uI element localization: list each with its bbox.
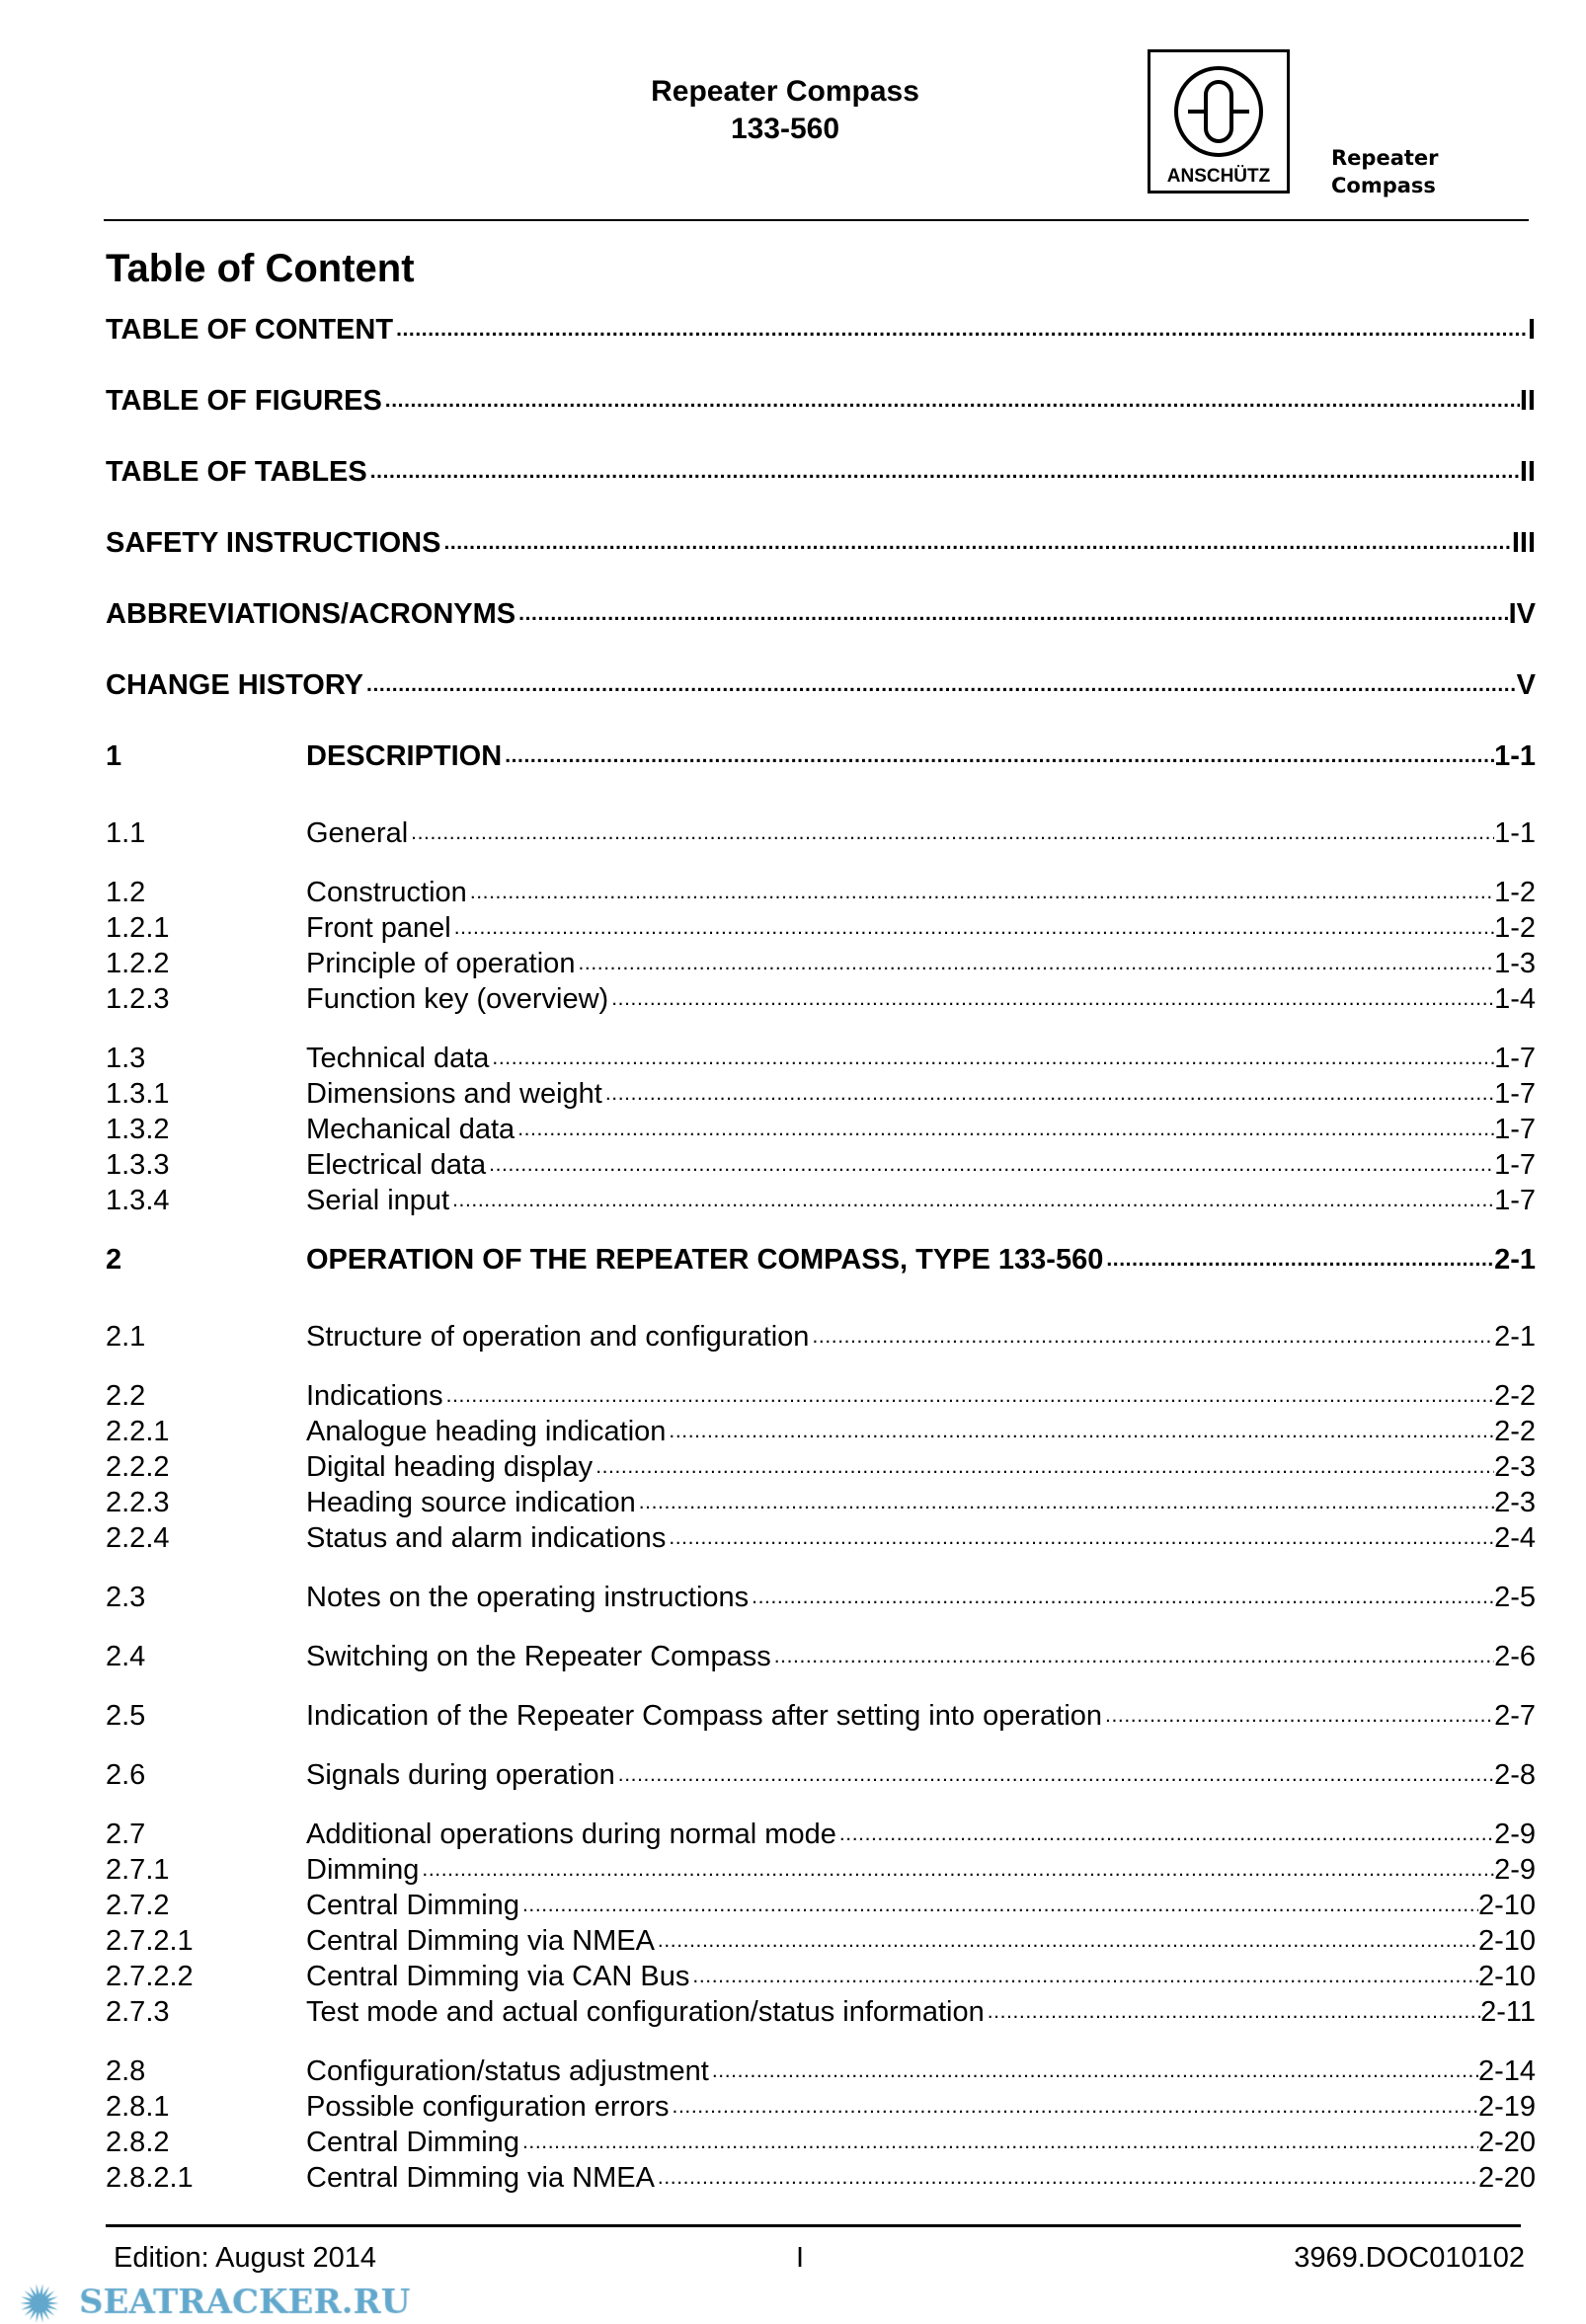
entry-title: Central Dimming xyxy=(306,1890,519,1921)
entry-number: 2.6 xyxy=(106,1759,146,1791)
entry-number: 1.2.1 xyxy=(106,912,170,944)
toc-section-entry[interactable] xyxy=(106,1378,1536,1414)
table-of-contents xyxy=(106,312,1536,2219)
entry-page: 1-7 xyxy=(1494,1185,1536,1216)
entry-title: SAFETY INSTRUCTIONS xyxy=(106,527,441,559)
entry-page: 1-7 xyxy=(1494,1114,1536,1145)
entry-page: 2-6 xyxy=(1494,1641,1536,1672)
entry-title: Front panel xyxy=(306,912,451,944)
toc-section-group xyxy=(106,1698,1536,1734)
entry-number: 1.2.2 xyxy=(106,948,170,979)
title-line-1: Repeater Compass xyxy=(651,75,919,108)
footer-page: I xyxy=(796,2242,805,2274)
entry-title: Possible configuration errors xyxy=(306,2091,670,2123)
entry-page: 2-7 xyxy=(1494,1700,1536,1732)
toc-section-group xyxy=(106,1817,1536,2030)
entry-number: 2.2.3 xyxy=(106,1487,170,1518)
entry-title: ABBREVIATIONS/ACRONYMS xyxy=(106,598,516,630)
toc-section-entry[interactable] xyxy=(106,1994,1536,2030)
entry-number: 1 xyxy=(106,740,122,772)
entry-title: Mechanical data xyxy=(306,1114,515,1145)
entry-title: Central Dimming xyxy=(306,2127,519,2158)
toc-section-entry[interactable] xyxy=(106,1520,1536,1556)
dot-leader xyxy=(489,1041,1494,1076)
toc-section-group xyxy=(106,875,1536,1017)
dot-leader xyxy=(670,2089,1478,2125)
entry-page: II xyxy=(1519,456,1536,488)
entry-page: 2-3 xyxy=(1494,1487,1536,1518)
entry-title: Principle of operation xyxy=(306,948,576,979)
dot-leader xyxy=(519,2125,1478,2160)
entry-number: 2.7.1 xyxy=(106,1854,170,1886)
entry-title: TABLE OF TABLES xyxy=(106,456,367,488)
footer-edition: Edition: August 2014 xyxy=(114,2242,377,2274)
toc-section-group xyxy=(106,815,1536,851)
toc-section-entry[interactable] xyxy=(106,946,1536,981)
toc-section-entry[interactable] xyxy=(106,1449,1536,1485)
entry-page: 2-5 xyxy=(1494,1582,1536,1613)
dot-leader xyxy=(393,312,1528,348)
dot-leader xyxy=(363,667,1517,703)
dot-leader xyxy=(440,525,1511,561)
dot-leader xyxy=(519,1888,1478,1923)
entry-page: 1-7 xyxy=(1494,1043,1536,1074)
toc-section-entry[interactable] xyxy=(106,981,1536,1017)
toc-section-entry[interactable] xyxy=(106,1888,1536,1923)
toc-front-entry[interactable] xyxy=(106,383,1536,419)
toc-section-group xyxy=(106,2053,1536,2196)
entry-title: DESCRIPTION xyxy=(306,740,503,772)
entry-number: 2.3 xyxy=(106,1582,146,1613)
toc-section-entry[interactable] xyxy=(106,1485,1536,1520)
toc-section-entry[interactable] xyxy=(106,1580,1536,1615)
entry-title: CHANGE HISTORY xyxy=(106,669,364,701)
dot-leader xyxy=(449,1183,1494,1218)
entry-page: 2-4 xyxy=(1494,1522,1536,1554)
entry-page: 1-2 xyxy=(1494,877,1536,908)
entry-page: 1-3 xyxy=(1494,948,1536,979)
entry-title: Additional operations during normal mode xyxy=(306,1819,836,1850)
entry-title: Dimming xyxy=(306,1854,420,1886)
dot-leader xyxy=(985,1994,1480,2030)
entry-title: TABLE OF FIGURES xyxy=(106,385,382,417)
entry-number: 2.7.2 xyxy=(106,1890,170,1921)
toc-front-entry[interactable] xyxy=(106,312,1536,348)
toc-section-entry[interactable] xyxy=(106,1698,1536,1734)
entry-page: 1-1 xyxy=(1494,740,1536,772)
entry-number: 2.8.1 xyxy=(106,2091,170,2123)
dot-leader xyxy=(502,738,1494,774)
entry-title: Structure of operation and configuration xyxy=(306,1321,810,1353)
entry-title: Indications xyxy=(306,1380,443,1412)
entry-page: 2-10 xyxy=(1477,1961,1536,1992)
dot-leader xyxy=(615,1757,1494,1793)
dot-leader xyxy=(1102,1698,1494,1734)
entry-number: 1.3 xyxy=(106,1043,146,1074)
entry-title: Status and alarm indications xyxy=(306,1522,667,1554)
dot-leader xyxy=(809,1319,1494,1355)
entry-page: 2-14 xyxy=(1477,2055,1536,2087)
dot-leader xyxy=(515,596,1508,632)
entry-number: 2.7.2.1 xyxy=(106,1925,194,1957)
entry-page: 1-1 xyxy=(1494,817,1536,849)
entry-title: Dimensions and weight xyxy=(306,1078,602,1110)
dot-leader xyxy=(836,1817,1494,1852)
dot-leader xyxy=(655,1923,1478,1959)
entry-title: TABLE OF CONTENT xyxy=(106,314,394,346)
entry-page: 2-10 xyxy=(1477,1925,1536,1957)
entry-title: Technical data xyxy=(306,1043,490,1074)
dot-leader xyxy=(602,1076,1494,1112)
document-title xyxy=(538,73,1032,148)
dot-leader xyxy=(367,454,1520,490)
entry-page: 1-7 xyxy=(1494,1078,1536,1110)
toc-section-entry[interactable] xyxy=(106,1414,1536,1449)
entry-page: 2-9 xyxy=(1494,1854,1536,1886)
dot-leader xyxy=(443,1378,1494,1414)
dot-leader xyxy=(636,1485,1494,1520)
toc-section-entry[interactable] xyxy=(106,1852,1536,1888)
entry-number: 1.3.1 xyxy=(106,1078,170,1110)
entry-page: 1-7 xyxy=(1494,1149,1536,1181)
entry-number: 1.3.4 xyxy=(106,1185,170,1216)
entry-number: 2.8.2 xyxy=(106,2127,170,2158)
side-line-2: Compass xyxy=(1331,174,1436,197)
toc-section-group xyxy=(106,1580,1536,1615)
toc-section-entry[interactable] xyxy=(106,2160,1536,2196)
entry-page: 2-1 xyxy=(1494,1321,1536,1353)
dot-leader xyxy=(515,1112,1494,1147)
dot-leader xyxy=(419,1852,1494,1888)
entry-number: 2.2.1 xyxy=(106,1416,170,1447)
entry-page: I xyxy=(1527,314,1536,346)
entry-number: 1.3.2 xyxy=(106,1114,170,1145)
entry-page: 2-8 xyxy=(1494,1759,1536,1791)
dot-leader xyxy=(666,1414,1494,1449)
svg-text:ANSCHÜTZ: ANSCHÜTZ xyxy=(1166,166,1271,187)
entry-title: Test mode and actual configuration/status information xyxy=(306,1996,985,2028)
entry-title: Signals during operation xyxy=(306,1759,615,1791)
toc-section-entry[interactable] xyxy=(106,1639,1536,1674)
dot-leader xyxy=(666,1520,1494,1556)
toc-section-entry[interactable] xyxy=(106,910,1536,946)
entry-title: Serial input xyxy=(306,1185,450,1216)
toc-section-entry[interactable] xyxy=(106,2053,1536,2089)
toc-section-entry[interactable] xyxy=(106,1041,1536,1076)
entry-page: 2-2 xyxy=(1494,1380,1536,1412)
toc-section-entry[interactable] xyxy=(106,1757,1536,1793)
toc-front-entry[interactable] xyxy=(106,667,1536,703)
entry-page: 1-2 xyxy=(1494,912,1536,944)
dot-leader xyxy=(771,1639,1494,1674)
dot-leader xyxy=(467,875,1494,910)
toc-section-group xyxy=(106,1041,1536,1218)
entry-title: Notes on the operating instructions xyxy=(306,1582,750,1613)
toc-section-group xyxy=(106,1757,1536,1793)
footer-divider xyxy=(106,2224,1521,2227)
entry-title: Function key (overview) xyxy=(306,983,609,1015)
toc-section-entry[interactable] xyxy=(106,1923,1536,1959)
entry-number: 1.2 xyxy=(106,877,146,908)
entry-page: IV xyxy=(1508,598,1536,630)
entry-title: Construction xyxy=(306,877,467,908)
side-line-1: Repeater xyxy=(1331,146,1439,170)
dot-leader xyxy=(709,2053,1478,2089)
entry-page: 2-9 xyxy=(1494,1819,1536,1850)
entry-page: V xyxy=(1516,669,1536,701)
entry-number: 2.2 xyxy=(106,1380,146,1412)
toc-section-entry[interactable] xyxy=(106,1183,1536,1218)
header-side-label xyxy=(1331,144,1439,199)
dot-leader xyxy=(382,383,1520,419)
dot-leader xyxy=(575,946,1494,981)
entry-number: 2.7 xyxy=(106,1819,146,1850)
entry-number: 2.2.2 xyxy=(106,1451,170,1483)
footer-doc-id: 3969.DOC010102 xyxy=(1294,2242,1525,2274)
entry-page: 2-3 xyxy=(1494,1451,1536,1483)
entry-page: 2-2 xyxy=(1494,1416,1536,1447)
toc-front-entry[interactable] xyxy=(106,596,1536,632)
toc-chapter-entry[interactable] xyxy=(106,738,1536,774)
entry-title: Configuration/status adjustment xyxy=(306,2055,709,2087)
entry-title: Central Dimming via NMEA xyxy=(306,1925,655,1957)
toc-section-entry[interactable] xyxy=(106,1147,1536,1183)
toc-chapter-entry[interactable] xyxy=(106,1242,1536,1278)
anschuetz-logo xyxy=(1148,49,1290,194)
entry-title: Electrical data xyxy=(306,1149,487,1181)
entry-page: III xyxy=(1511,527,1536,559)
entry-page: 2-1 xyxy=(1494,1244,1536,1276)
dot-leader xyxy=(1103,1242,1494,1278)
toc-section-entry[interactable] xyxy=(106,1319,1536,1355)
dot-leader xyxy=(486,1147,1494,1183)
toc-section-group xyxy=(106,1319,1536,1355)
entry-title: Analogue heading indication xyxy=(306,1416,667,1447)
entry-title: General xyxy=(306,817,409,849)
toc-front-entry[interactable] xyxy=(106,525,1536,561)
entry-number: 1.2.3 xyxy=(106,983,170,1015)
entry-page: 2-19 xyxy=(1477,2091,1536,2123)
entry-title: Switching on the Repeater Compass xyxy=(306,1641,771,1672)
dot-leader xyxy=(451,910,1494,946)
entry-number: 2.2.4 xyxy=(106,1522,170,1554)
toc-section-entry[interactable] xyxy=(106,875,1536,910)
toc-section-entry[interactable] xyxy=(106,1959,1536,1994)
entry-page: 2-20 xyxy=(1477,2162,1536,2194)
toc-section-entry[interactable] xyxy=(106,1076,1536,1112)
dot-leader xyxy=(749,1580,1494,1615)
toc-section-entry[interactable] xyxy=(106,1817,1536,1852)
entry-page: 2-20 xyxy=(1477,2127,1536,2158)
header-divider xyxy=(104,219,1529,221)
entry-title: Central Dimming via CAN Bus xyxy=(306,1961,690,1992)
toc-section-entry[interactable] xyxy=(106,2089,1536,2125)
toc-section-group xyxy=(106,1639,1536,1674)
entry-number: 2.7.3 xyxy=(106,1996,170,2028)
entry-number: 1.1 xyxy=(106,817,146,849)
entry-number: 2.7.2.2 xyxy=(106,1961,194,1992)
toc-section-entry[interactable] xyxy=(106,1112,1536,1147)
dot-leader xyxy=(655,2160,1478,2196)
toc-section-entry[interactable] xyxy=(106,815,1536,851)
entry-number: 1.3.3 xyxy=(106,1149,170,1181)
toc-heading: Table of Content xyxy=(106,247,415,290)
dot-leader xyxy=(408,815,1494,851)
entry-title: Heading source indication xyxy=(306,1487,636,1518)
entry-page: 2-10 xyxy=(1477,1890,1536,1921)
entry-number: 2.4 xyxy=(106,1641,146,1672)
entry-number: 2.8 xyxy=(106,2055,146,2087)
dot-leader xyxy=(608,981,1494,1017)
entry-number: 2.5 xyxy=(106,1700,146,1732)
entry-number: 2.1 xyxy=(106,1321,146,1353)
toc-section-group xyxy=(106,1378,1536,1556)
entry-page: II xyxy=(1519,385,1536,417)
entry-title: Digital heading display xyxy=(306,1451,594,1483)
entry-page: 1-4 xyxy=(1494,983,1536,1015)
entry-number: 2 xyxy=(106,1244,122,1276)
watermark xyxy=(0,2283,1586,2324)
entry-title: OPERATION OF THE REPEATER COMPASS, TYPE 133-560 xyxy=(306,1244,1104,1276)
entry-title: Indication of the Repeater Compass after setting into operation xyxy=(306,1700,1103,1732)
dot-leader xyxy=(593,1449,1494,1485)
toc-section-entry[interactable] xyxy=(106,2125,1536,2160)
title-line-2: 133-560 xyxy=(730,113,840,145)
entry-number: 2.8.2.1 xyxy=(106,2162,194,2194)
dot-leader xyxy=(689,1959,1478,1994)
entry-page: 2-11 xyxy=(1480,1996,1536,2028)
entry-title: Central Dimming via NMEA xyxy=(306,2162,655,2194)
toc-front-entry[interactable] xyxy=(106,454,1536,490)
